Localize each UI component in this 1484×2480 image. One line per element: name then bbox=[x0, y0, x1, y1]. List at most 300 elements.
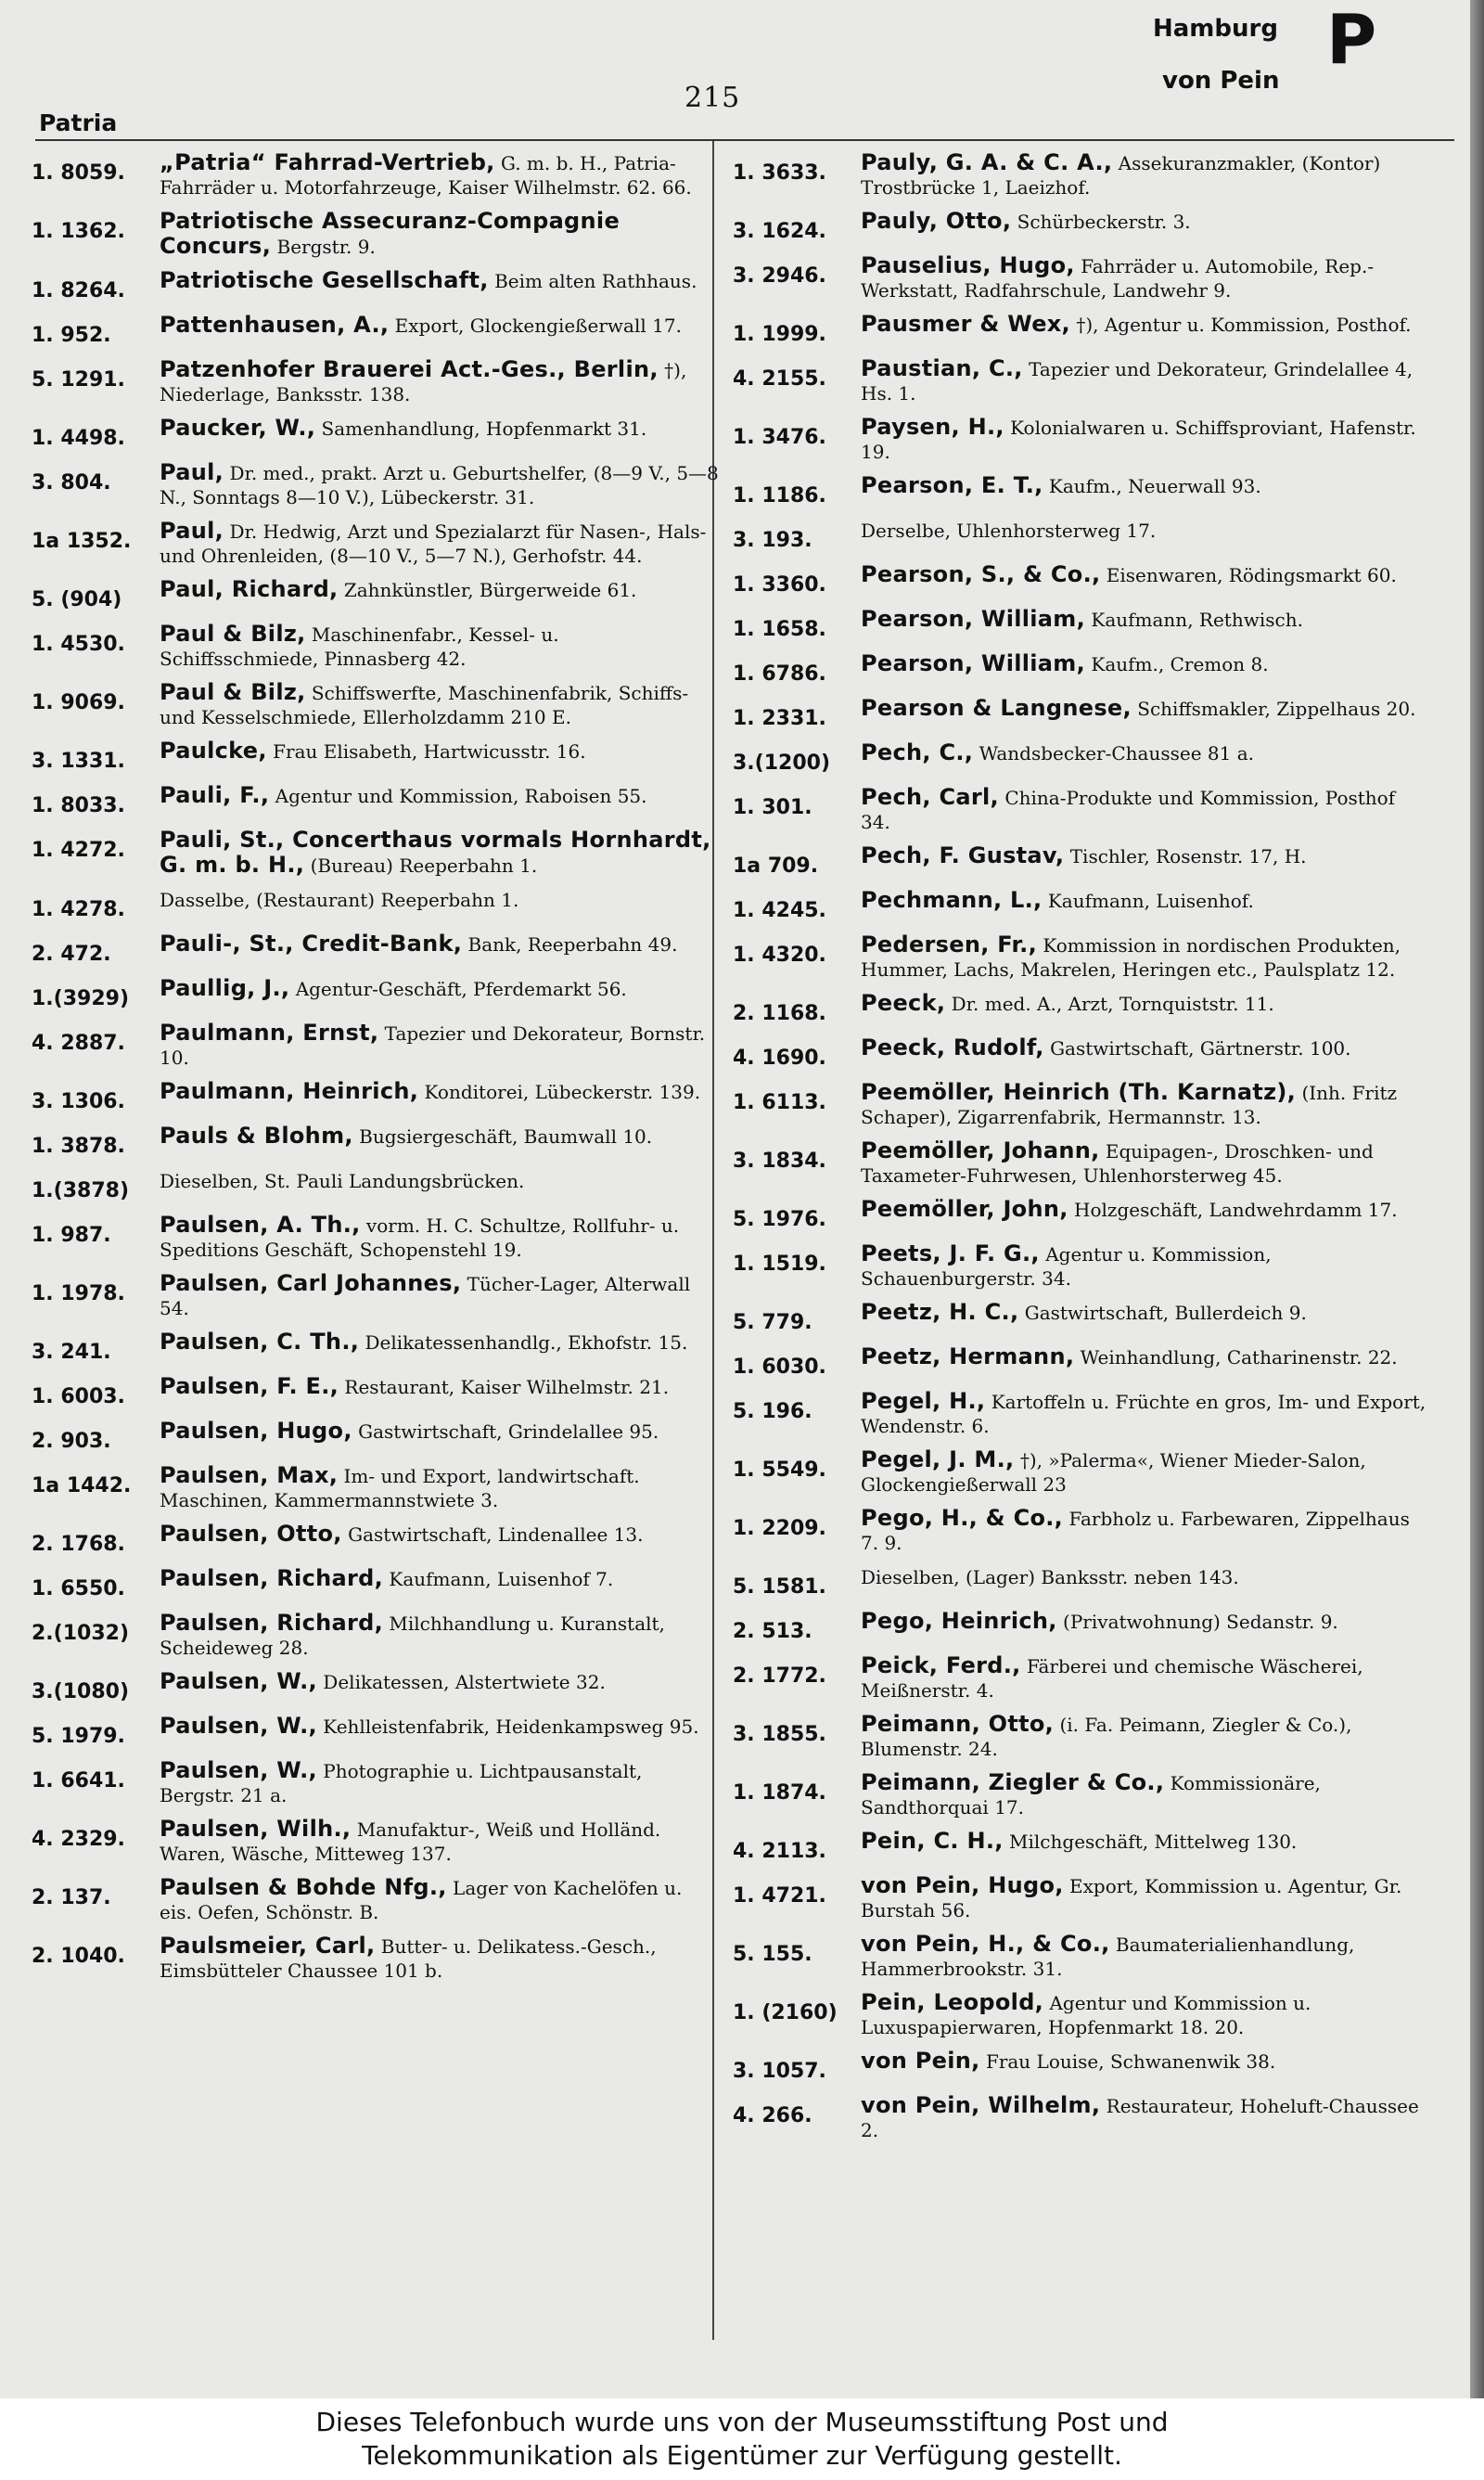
directory-entry bbox=[32, 1714, 720, 1749]
entry-name: Peeck, Rudolf, bbox=[861, 1034, 1044, 1060]
entry-detail: Tapezier und Dekorateur, Bornstr. 10. bbox=[160, 1022, 706, 1069]
entry-detail: Photographie u. Lichtpausanstalt, Bergstr. 21 a. bbox=[160, 1760, 643, 1806]
directory-entry bbox=[733, 356, 1430, 405]
entry-detail: Restaurateur, Hoheluft-Chaussee 2. bbox=[861, 2095, 1419, 2141]
entry-text bbox=[160, 209, 720, 259]
entry-name: Paulsen, W., bbox=[160, 1668, 317, 1694]
phone-number: 4. 2329. bbox=[32, 1828, 125, 1851]
phone-number: 1. 5549. bbox=[733, 1458, 826, 1482]
entry-text bbox=[160, 783, 720, 808]
entry-text bbox=[160, 1758, 720, 1807]
phone-number: 4. 2887. bbox=[32, 1032, 125, 1055]
entry-name: Pauselius, Hugo, bbox=[861, 252, 1075, 278]
entry-text bbox=[160, 1875, 720, 1924]
entry-text bbox=[160, 1419, 720, 1444]
entry-text bbox=[861, 312, 1430, 337]
phone-number: 1. (2160) bbox=[733, 2001, 838, 2024]
entry-text bbox=[160, 1168, 720, 1193]
entry-name: Paul, bbox=[160, 518, 224, 544]
phone-number: 2. 472. bbox=[32, 943, 111, 966]
entry-detail: Agentur und Kommission, Raboisen 55. bbox=[275, 785, 647, 807]
directory-entry bbox=[733, 1080, 1430, 1129]
entry-detail: Samenhandlung, Hopfenmarkt 31. bbox=[321, 418, 647, 440]
entry-text bbox=[861, 991, 1430, 1016]
directory-entry bbox=[32, 1271, 720, 1320]
entry-text bbox=[160, 1566, 720, 1591]
entry-name: Patriotische Assecuranz-Compagnie Concurs, bbox=[160, 208, 620, 259]
directory-entry bbox=[733, 1829, 1430, 1864]
phone-number: 1. 3633. bbox=[733, 161, 826, 185]
directory-entry bbox=[32, 1374, 720, 1409]
phone-number: 1. 9069. bbox=[32, 691, 125, 714]
entry-detail: Frau Elisabeth, Hartwicusstr. 16. bbox=[273, 740, 586, 763]
entry-text bbox=[861, 1447, 1430, 1497]
directory-entry bbox=[733, 1770, 1430, 1819]
directory-entry bbox=[733, 1300, 1430, 1335]
entry-name: Pein, Leopold, bbox=[861, 1989, 1044, 2015]
entry-text bbox=[861, 1506, 1430, 1555]
entry-detail: Gastwirtschaft, Grindelallee 95. bbox=[358, 1420, 659, 1443]
entry-text bbox=[861, 1138, 1430, 1188]
entry-name: Patriotische Gesellschaft, bbox=[160, 267, 489, 293]
entry-name: Paulsen & Bohde Nfg., bbox=[160, 1874, 447, 1900]
directory-entry bbox=[32, 313, 720, 348]
entry-name: Paulsen, Max, bbox=[160, 1462, 339, 1488]
phone-number: 2. 1768. bbox=[32, 1533, 125, 1556]
entry-name: Pearson & Langnese, bbox=[861, 695, 1132, 721]
entry-name: Pearson, William, bbox=[861, 650, 1086, 676]
phone-number: 3. 193. bbox=[733, 529, 812, 552]
entry-detail: Gastwirtschaft, Lindenallee 13. bbox=[348, 1523, 644, 1546]
entry-text bbox=[160, 357, 720, 406]
footer-line-1: Dieses Telefonbuch wurde uns von der Museumsstiftung Post und bbox=[315, 2407, 1169, 2437]
phone-number: 1a 1352. bbox=[32, 530, 132, 553]
entry-detail: Dasselbe, (Restaurant) Reeperbahn 1. bbox=[160, 889, 519, 911]
directory-entry bbox=[32, 1021, 720, 1070]
directory-entry bbox=[733, 651, 1430, 687]
directory-entry bbox=[32, 209, 720, 259]
entry-name: Peemöller, Johann, bbox=[861, 1137, 1100, 1163]
entry-name: „Patria“ Fahrrad-Vertrieb, bbox=[160, 149, 495, 175]
entry-text bbox=[861, 1653, 1430, 1703]
phone-number: 5. (904) bbox=[32, 588, 122, 611]
entry-text bbox=[160, 577, 720, 602]
phone-number: 3. 1624. bbox=[733, 220, 826, 243]
phone-number: 5. 1976. bbox=[733, 1208, 826, 1231]
directory-entry bbox=[733, 991, 1430, 1026]
entry-text bbox=[861, 932, 1430, 982]
entry-text bbox=[160, 622, 720, 671]
directory-entry bbox=[733, 518, 1430, 553]
entry-text bbox=[861, 696, 1430, 721]
right-column bbox=[733, 141, 1430, 2340]
entry-detail: Derselbe, Uhlenhorsterweg 17. bbox=[861, 520, 1157, 542]
directory-entry bbox=[733, 696, 1430, 731]
entry-name: Pearson, S., & Co., bbox=[861, 561, 1101, 587]
entry-text bbox=[861, 209, 1430, 234]
entry-text bbox=[160, 1714, 720, 1739]
entry-detail: Export, Glockengießerwall 17. bbox=[394, 315, 682, 337]
phone-number: 3. 1306. bbox=[32, 1090, 125, 1113]
phone-number: 2. 513. bbox=[733, 1620, 812, 1643]
directory-entry bbox=[32, 1611, 720, 1660]
entry-detail: Tapezier und Dekorateur, Grindelallee 4, Hs. 1. bbox=[861, 358, 1414, 405]
entry-name: von Pein, Hugo, bbox=[861, 1872, 1064, 1898]
phone-number: 1. 4272. bbox=[32, 839, 125, 862]
entry-text bbox=[160, 1817, 720, 1866]
entry-name: Paucker, W., bbox=[160, 415, 316, 441]
entry-name: Peemöller, John, bbox=[861, 1196, 1068, 1222]
entry-text bbox=[861, 1609, 1430, 1634]
phone-number: 1. 4721. bbox=[733, 1884, 826, 1908]
phone-number: 1. 4498. bbox=[32, 427, 125, 450]
entry-text bbox=[861, 1197, 1430, 1222]
phone-number: 1. 1519. bbox=[733, 1253, 826, 1276]
entry-name: Paulsen, F. E., bbox=[160, 1373, 339, 1399]
footer-line-2: Telekommunikation als Eigentümer zur Verfügung gestellt. bbox=[362, 2440, 1122, 2471]
entry-name: Pegel, J. M., bbox=[861, 1446, 1015, 1472]
entry-text bbox=[861, 1990, 1430, 2039]
entry-text bbox=[861, 1344, 1430, 1369]
entry-text bbox=[861, 2093, 1430, 2142]
entry-detail: Assekuranzmakler, (Kontor) Trostbrücke 1, Laeizhof. bbox=[861, 152, 1381, 199]
phone-number: 2.(1032) bbox=[32, 1622, 130, 1645]
directory-entry bbox=[32, 783, 720, 818]
entry-detail: Färberei und chemische Wäscherei, Meißnerstr. 4. bbox=[861, 1655, 1363, 1702]
phone-number: 1. 6641. bbox=[32, 1769, 125, 1793]
directory-entry bbox=[733, 1932, 1430, 1981]
phone-number: 1. 6550. bbox=[32, 1577, 125, 1600]
phone-number: 3. 1855. bbox=[733, 1723, 826, 1746]
entry-name: Pauli, St., Concerthaus vormals Hornhardt, G. m. b. H., bbox=[160, 827, 711, 878]
entry-detail: Kaufmann, Luisenhof. bbox=[1047, 890, 1254, 912]
phone-number: 2. 1772. bbox=[733, 1664, 826, 1688]
phone-number: 1. 4530. bbox=[32, 633, 125, 656]
entry-text bbox=[160, 1669, 720, 1694]
entry-name: Pauly, Otto, bbox=[861, 208, 1012, 234]
entry-name: Paulsen, Carl Johannes, bbox=[160, 1270, 462, 1296]
phone-number: 1. 1186. bbox=[733, 484, 826, 508]
entry-detail: Dr. Hedwig, Arzt und Spezialarzt für Nasen-, Hals- und Ohrenleiden, (8—10 V., 5—7 N.), Gerhofstr. 44. bbox=[160, 520, 707, 567]
entry-name: Paulsen, W., bbox=[160, 1713, 317, 1739]
entry-text bbox=[861, 1932, 1430, 1981]
phone-number: 3. 241. bbox=[32, 1341, 111, 1364]
directory-entry bbox=[733, 1653, 1430, 1703]
directory-entry bbox=[32, 1330, 720, 1365]
left-column bbox=[32, 141, 720, 2340]
directory-entry bbox=[32, 1669, 720, 1704]
phone-number: 3. 2946. bbox=[733, 264, 826, 288]
entry-text bbox=[861, 562, 1430, 587]
entry-detail: Zahnkünstler, Bürgerweide 61. bbox=[343, 579, 637, 601]
entry-text bbox=[861, 607, 1430, 632]
entry-detail: China-Produkte und Kommission, Posthof 34. bbox=[861, 787, 1396, 833]
phone-number: 1. 301. bbox=[733, 796, 812, 819]
phone-number: 1. 6003. bbox=[32, 1385, 125, 1408]
directory-entry bbox=[733, 888, 1430, 923]
entry-name: Paul & Bilz, bbox=[160, 679, 306, 705]
entry-detail: Agentur-Geschäft, Pferdemarkt 56. bbox=[295, 978, 627, 1000]
entry-text bbox=[861, 2049, 1430, 2074]
entry-detail: Dieselben, (Lager) Banksstr. neben 143. bbox=[861, 1566, 1239, 1588]
entry-detail: Kolonialwaren u. Schiffsproviant, Hafenstr. 19. bbox=[861, 417, 1416, 463]
entry-name: Paulcke, bbox=[160, 738, 267, 764]
entry-detail: Schiffswerfte, Maschinenfabrik, Schiffs- und Kesselschmiede, Ellerholzdamm 210 E. bbox=[160, 682, 689, 728]
page-edge bbox=[1470, 0, 1484, 2398]
entry-text bbox=[861, 1035, 1430, 1060]
directory-entry bbox=[32, 976, 720, 1011]
phone-number: 1. 1874. bbox=[733, 1781, 826, 1805]
directory-entry bbox=[32, 1419, 720, 1454]
entry-text bbox=[861, 1770, 1430, 1819]
entry-detail: Eisenwaren, Rödingsmarkt 60. bbox=[1106, 564, 1397, 586]
entry-detail: Delikatessenhandlg., Ekhofstr. 15. bbox=[365, 1331, 688, 1354]
directory-entry bbox=[733, 1609, 1430, 1644]
entry-name: Paulsen, C. Th., bbox=[160, 1329, 360, 1355]
entry-detail: Agentur und Kommission u. Luxuspapierwaren, Hopfenmarkt 18. 20. bbox=[861, 1992, 1311, 2038]
phone-number: 1. 4245. bbox=[733, 899, 826, 922]
entry-text bbox=[861, 1712, 1430, 1761]
entry-name: von Pein, Wilhelm, bbox=[861, 2092, 1101, 2118]
entry-detail: Bergstr. 9. bbox=[276, 236, 376, 258]
entry-detail: Milchhandlung u. Kuranstalt, Scheideweg 28. bbox=[160, 1613, 665, 1659]
entry-detail: Weinhandlung, Catharinenstr. 22. bbox=[1080, 1346, 1398, 1368]
entry-text bbox=[160, 1213, 720, 1262]
entry-name: Pech, Carl, bbox=[861, 784, 999, 810]
entry-detail: Fahrräder u. Automobile, Rep.-Werkstatt, Radfahrschule, Landwehr 9. bbox=[861, 255, 1375, 302]
directory-entry bbox=[733, 1447, 1430, 1497]
entry-detail: Farbholz u. Farbewaren, Zippelhaus 7. 9. bbox=[861, 1508, 1410, 1554]
footer-notice bbox=[0, 2398, 1484, 2480]
entry-detail: Dr. med. A., Arzt, Tornquiststr. 11. bbox=[951, 993, 1274, 1015]
entry-name: Pedersen, Fr., bbox=[861, 932, 1037, 957]
entry-text bbox=[861, 1241, 1430, 1291]
phone-number: 1a 709. bbox=[733, 855, 819, 878]
phone-number: 1. 1999. bbox=[733, 323, 826, 346]
page-number: 215 bbox=[684, 82, 741, 114]
entry-detail: Gastwirtschaft, Bullerdeich 9. bbox=[1024, 1302, 1307, 1324]
phone-number: 3.(1080) bbox=[32, 1680, 130, 1703]
phone-number: 1. 987. bbox=[32, 1224, 111, 1247]
entry-detail: Baumaterialienhandlung, Hammerbrookstr. 31. bbox=[861, 1934, 1355, 1980]
entry-detail: vorm. H. C. Schultze, Rollfuhr- u. Speditions Geschäft, Schopenstehl 19. bbox=[160, 1214, 680, 1261]
entry-text bbox=[160, 1124, 720, 1149]
entry-detail: Milchgeschäft, Mittelweg 130. bbox=[1009, 1831, 1298, 1853]
entry-name: Peimann, Ziegler & Co., bbox=[861, 1769, 1165, 1795]
phone-number: 3. 1834. bbox=[733, 1150, 826, 1173]
entry-text bbox=[160, 519, 720, 568]
entry-text bbox=[160, 460, 720, 509]
directory-entry bbox=[733, 607, 1430, 642]
entry-text bbox=[160, 1463, 720, 1512]
entry-detail: Kaufm., Cremon 8. bbox=[1091, 653, 1269, 675]
entry-name: Pein, C. H., bbox=[861, 1828, 1004, 1854]
entry-name: Pechmann, L., bbox=[861, 887, 1043, 913]
header-first-entry: Patria bbox=[39, 109, 118, 136]
directory-entry bbox=[733, 1241, 1430, 1291]
directory-entry bbox=[32, 739, 720, 774]
entry-detail: †), »Palerma«, Wiener Mieder-Salon, Glockengießerwall 23 bbox=[861, 1449, 1366, 1496]
entry-detail: Kommission in nordischen Produkten, Hummer, Lachs, Makrelen, Heringen etc., Paulsplatz 12. bbox=[861, 934, 1401, 981]
directory-entry bbox=[733, 312, 1430, 347]
phone-number: 2. 1040. bbox=[32, 1945, 125, 1968]
entry-detail: Wandsbecker-Chaussee 81 a. bbox=[979, 742, 1254, 765]
directory-entry bbox=[32, 622, 720, 671]
entry-text bbox=[160, 1611, 720, 1660]
entry-detail: Kaufmann, Rethwisch. bbox=[1091, 609, 1303, 631]
entry-detail: Kehlleistenfabrik, Heidenkampsweg 95. bbox=[323, 1715, 699, 1738]
entry-text bbox=[160, 976, 720, 1001]
entry-detail: Schürbeckerstr. 3. bbox=[1017, 211, 1191, 233]
entry-text bbox=[861, 150, 1430, 199]
entry-detail: (Inh. Fritz Schaper), Zigarrenfabrik, Hermannstr. 13. bbox=[861, 1082, 1398, 1128]
header-letter: P bbox=[1326, 0, 1377, 80]
directory-entry bbox=[733, 1506, 1430, 1555]
directory-entry bbox=[733, 2049, 1430, 2084]
directory-entry bbox=[32, 1522, 720, 1557]
directory-entry bbox=[32, 150, 720, 199]
entry-text bbox=[160, 1330, 720, 1355]
directory-entry bbox=[733, 1564, 1430, 1600]
entry-name: Paulsen, Otto, bbox=[160, 1521, 342, 1547]
entry-name: Paulsen, Richard, bbox=[160, 1610, 384, 1636]
phone-number: 1. 1658. bbox=[733, 618, 826, 641]
entry-detail: (i. Fa. Peimann, Ziegler & Co.), Blumenstr. 24. bbox=[861, 1714, 1352, 1760]
phone-number: 3.(1200) bbox=[733, 752, 831, 775]
directory-entry bbox=[32, 1758, 720, 1807]
entry-name: Peemöller, Heinrich (Th. Karnatz), bbox=[861, 1079, 1297, 1105]
entry-name: Paulsmeier, Carl, bbox=[160, 1933, 376, 1959]
directory-entry bbox=[32, 1168, 720, 1203]
entry-detail: Holzgeschäft, Landwehrdamm 17. bbox=[1074, 1199, 1398, 1221]
directory-entry bbox=[32, 828, 720, 878]
phone-number: 5. 1291. bbox=[32, 368, 125, 392]
entry-name: Pauli-, St., Credit-Bank, bbox=[160, 931, 463, 957]
entry-detail: Delikatessen, Alstertwiete 32. bbox=[323, 1671, 606, 1693]
entry-text bbox=[160, 313, 720, 338]
entry-name: Pauls & Blohm, bbox=[160, 1123, 353, 1149]
entry-detail: Export, Kommission u. Agentur, Gr. Burstah 56. bbox=[861, 1875, 1402, 1921]
entry-text bbox=[861, 740, 1430, 765]
entry-name: Paulsen, Richard, bbox=[160, 1565, 384, 1591]
directory-entry bbox=[32, 268, 720, 303]
entry-name: Paulsen, A. Th., bbox=[160, 1212, 361, 1238]
entry-detail: †), Niederlage, Banksstr. 138. bbox=[160, 359, 687, 405]
phone-number: 1. 3360. bbox=[733, 573, 826, 597]
entry-detail: Butter- u. Delikatess.-Gesch., Eimsbütteler Chaussee 101 b. bbox=[160, 1935, 657, 1982]
phone-number: 2. 1168. bbox=[733, 1002, 826, 1025]
entry-detail: Tücher-Lager, Alterwall 54. bbox=[160, 1273, 691, 1319]
entry-detail: (Privatwohnung) Sedanstr. 9. bbox=[1063, 1611, 1338, 1633]
entry-detail: Im- und Export, landwirtschaft. Maschinen, Kammermannstwiete 3. bbox=[160, 1465, 640, 1511]
entry-name: Pearson, William, bbox=[861, 606, 1086, 632]
entry-text bbox=[861, 473, 1430, 498]
entry-name: Pearson, E. T., bbox=[861, 472, 1043, 498]
phone-number: 1. 1362. bbox=[32, 220, 125, 243]
phone-number: 3. 1331. bbox=[32, 750, 125, 773]
phone-number: 2. 903. bbox=[32, 1430, 111, 1453]
entry-text bbox=[861, 1564, 1430, 1589]
entry-name: Paulmann, Heinrich, bbox=[160, 1078, 419, 1104]
entry-text bbox=[160, 150, 720, 199]
entry-detail: Agentur u. Kommission, Schauenburgerstr. 34. bbox=[861, 1243, 1272, 1290]
phone-number: 2. 137. bbox=[32, 1886, 111, 1909]
entry-detail: Beim alten Rathhaus. bbox=[494, 270, 697, 292]
directory-entry bbox=[32, 519, 720, 568]
phone-number: 5. 1581. bbox=[733, 1575, 826, 1599]
entry-detail: (Bureau) Reeperbahn 1. bbox=[310, 855, 538, 877]
phone-number: 4. 266. bbox=[733, 2104, 812, 2127]
entry-text bbox=[160, 828, 720, 878]
entry-name: Pauli, F., bbox=[160, 782, 270, 808]
entry-name: Peimann, Otto, bbox=[861, 1711, 1055, 1737]
entry-name: Pech, F. Gustav, bbox=[861, 842, 1065, 868]
header-last-entry: von Pein bbox=[1162, 67, 1280, 95]
phone-number: 1. 8033. bbox=[32, 794, 125, 817]
phone-number: 5. 155. bbox=[733, 1943, 812, 1966]
entry-text bbox=[861, 253, 1430, 302]
entry-name: von Pein, bbox=[861, 2048, 980, 2074]
entry-name: Paul, bbox=[160, 459, 224, 485]
entry-text bbox=[861, 356, 1430, 405]
directory-entry bbox=[733, 843, 1430, 879]
phone-number: 1. 1978. bbox=[32, 1282, 125, 1305]
entry-name: Pegel, H., bbox=[861, 1388, 986, 1414]
entry-name: Paulsen, Wilh., bbox=[160, 1816, 352, 1842]
directory-entry bbox=[733, 253, 1430, 302]
entry-detail: Lager von Kachelöfen u. eis. Oefen, Schönstr. B. bbox=[160, 1877, 683, 1923]
entry-detail: Gastwirtschaft, Gärtnerstr. 100. bbox=[1050, 1037, 1351, 1060]
entry-text bbox=[160, 416, 720, 441]
entry-text bbox=[160, 1374, 720, 1399]
header-city: Hamburg bbox=[1153, 15, 1278, 43]
phone-number: 1. 6786. bbox=[733, 662, 826, 686]
directory-entry bbox=[733, 1990, 1430, 2039]
directory-entry bbox=[32, 1124, 720, 1159]
entry-name: Patzenhofer Brauerei Act.-Ges., Berlin, bbox=[160, 356, 659, 382]
directory-entry bbox=[733, 473, 1430, 508]
entry-detail: Kaufmann, Luisenhof 7. bbox=[389, 1568, 614, 1590]
directory-entry bbox=[733, 1035, 1430, 1071]
entry-name: Pauly, G. A. & C. A., bbox=[861, 149, 1113, 175]
entry-name: Pausmer & Wex, bbox=[861, 311, 1070, 337]
entry-name: Peetz, Hermann, bbox=[861, 1343, 1075, 1369]
directory-entry bbox=[32, 932, 720, 967]
entry-detail: Schiffsmakler, Zippelhaus 20. bbox=[1137, 698, 1416, 720]
phone-number: 1. 6030. bbox=[733, 1356, 826, 1379]
phone-number: 5. 196. bbox=[733, 1400, 812, 1423]
entry-detail: Bank, Reeperbahn 49. bbox=[467, 933, 678, 956]
entry-detail: Frau Louise, Schwanenwik 38. bbox=[985, 2050, 1276, 2073]
entry-text bbox=[861, 1080, 1430, 1129]
entry-detail: Maschinenfabr., Kessel- u. Schiffsschmiede, Pinnasberg 42. bbox=[160, 623, 559, 670]
phone-number: 1. 8264. bbox=[32, 279, 125, 302]
directory-entry bbox=[32, 1463, 720, 1512]
entry-name: Peick, Ferd., bbox=[861, 1652, 1021, 1678]
phone-number: 4. 2113. bbox=[733, 1840, 826, 1863]
entry-detail: Manufaktur-, Weiß und Holländ. Waren, Wäsche, Mitteweg 137. bbox=[160, 1818, 661, 1865]
entry-detail: Dr. med., prakt. Arzt u. Geburtshelfer, (8—9 V., 5—8 N., Sonntags 8—10 V.), Lübeckerstr. 31. bbox=[160, 462, 719, 508]
directory-entry bbox=[32, 460, 720, 509]
entry-name: Peeck, bbox=[861, 990, 946, 1016]
entry-name: Paullig, J., bbox=[160, 975, 290, 1001]
phone-number: 1. 3476. bbox=[733, 426, 826, 449]
entry-detail: Restaurant, Kaiser Wilhelmstr. 21. bbox=[344, 1376, 670, 1398]
entry-name: Pego, H., & Co., bbox=[861, 1505, 1064, 1531]
entry-text bbox=[861, 518, 1430, 543]
entry-text bbox=[861, 785, 1430, 834]
phone-number: 3. 1057. bbox=[733, 2060, 826, 2083]
